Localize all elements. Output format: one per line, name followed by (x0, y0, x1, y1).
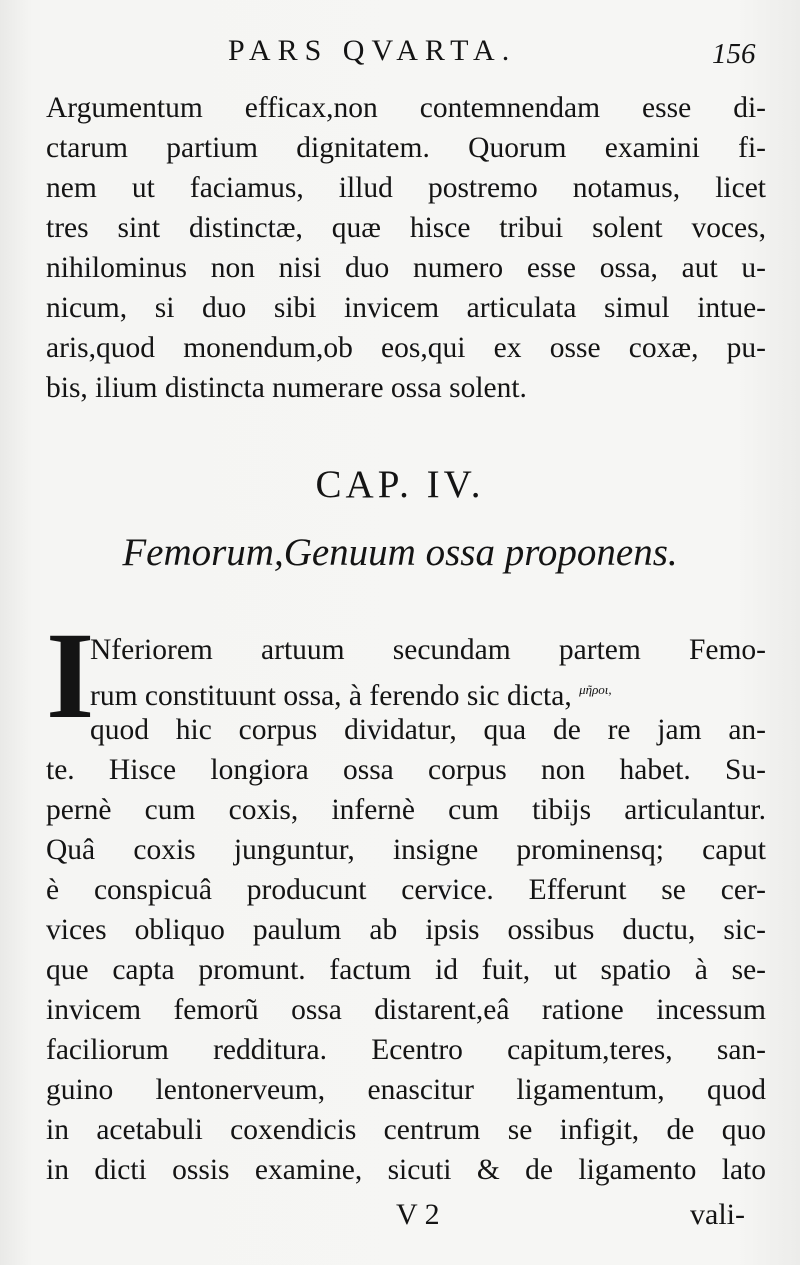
text-line: faciliorum redditura. Ecentro capitum,teres, san- (46, 1034, 766, 1066)
text-line: que capta promunt. factum id fuit, ut spatio à se- (46, 954, 766, 986)
text-line: nem ut faciamus, illud postremo notamus, licet (46, 172, 766, 204)
text-line: pernè cum coxis, infernè cum tibijs articulantur. (46, 794, 766, 826)
text-span: rum constituunt ossa, à ferendo sic dicta, (90, 679, 572, 710)
page-footer (0, 1198, 800, 1242)
text-line: in dicti ossis examine, sicuti & de ligamento lato (46, 1154, 766, 1186)
text-line: vices obliquo paulum ab ipsis ossibus ductu, sic- (46, 914, 766, 946)
chapter-heading: CAP. IV. (315, 463, 485, 506)
signature-mark: V 2 (396, 1198, 440, 1231)
text-line: è conspicuâ producunt cervice. Efferunt se cer- (46, 874, 766, 906)
running-head: PARS QVARTA. (228, 34, 517, 67)
text-line: Quâ coxis junguntur, insigne prominensq; caput (46, 834, 766, 866)
text-line: nicum, si duo sibi invicem articulata simul intue- (46, 292, 766, 324)
text-line: Argumentum efficax,non contemnendam esse di- (46, 92, 766, 124)
text-line: guino lentonerveum, enascitur ligamentum, quod (46, 1074, 766, 1106)
paragraph-continued (46, 88, 766, 408)
text-line: invicem femorũ ossa distarent,eâ ratione incessum (46, 994, 766, 1026)
text-line: aris,quod monendum,ob eos,qui ex osse coxæ, pu- (46, 332, 766, 364)
paragraph-femur (46, 630, 766, 1190)
text-line: in acetabuli coxendicis centrum se infigit, de quo (46, 1114, 766, 1146)
chapter-subtitle: Femorum,Genuum ossa proponens. (122, 531, 678, 574)
drop-cap: I (46, 630, 95, 722)
text-line: Nferiorem artuum secundam partem Femo- (90, 634, 766, 666)
text-line: te. Hisce longiora ossa corpus non habet. Su- (46, 754, 766, 786)
text-line (46, 670, 766, 710)
text-line: ctarum partium dignitatem. Quorum examini fi- (46, 132, 766, 164)
catchword: vali- (690, 1198, 745, 1231)
greek-gloss: μῆροι, (579, 682, 612, 697)
page-number: 156 (712, 38, 756, 70)
text-line: quod hic corpus dividatur, qua de re jam an- (90, 714, 766, 746)
page-header (0, 34, 800, 74)
text-line: tres sint distinctæ, quæ hisce tribui solent voces, (46, 212, 766, 244)
text-line: nihilominus non nisi duo numero esse ossa, aut u- (46, 252, 766, 284)
text-line: bis, ilium distincta numerare ossa solent. (46, 372, 527, 404)
